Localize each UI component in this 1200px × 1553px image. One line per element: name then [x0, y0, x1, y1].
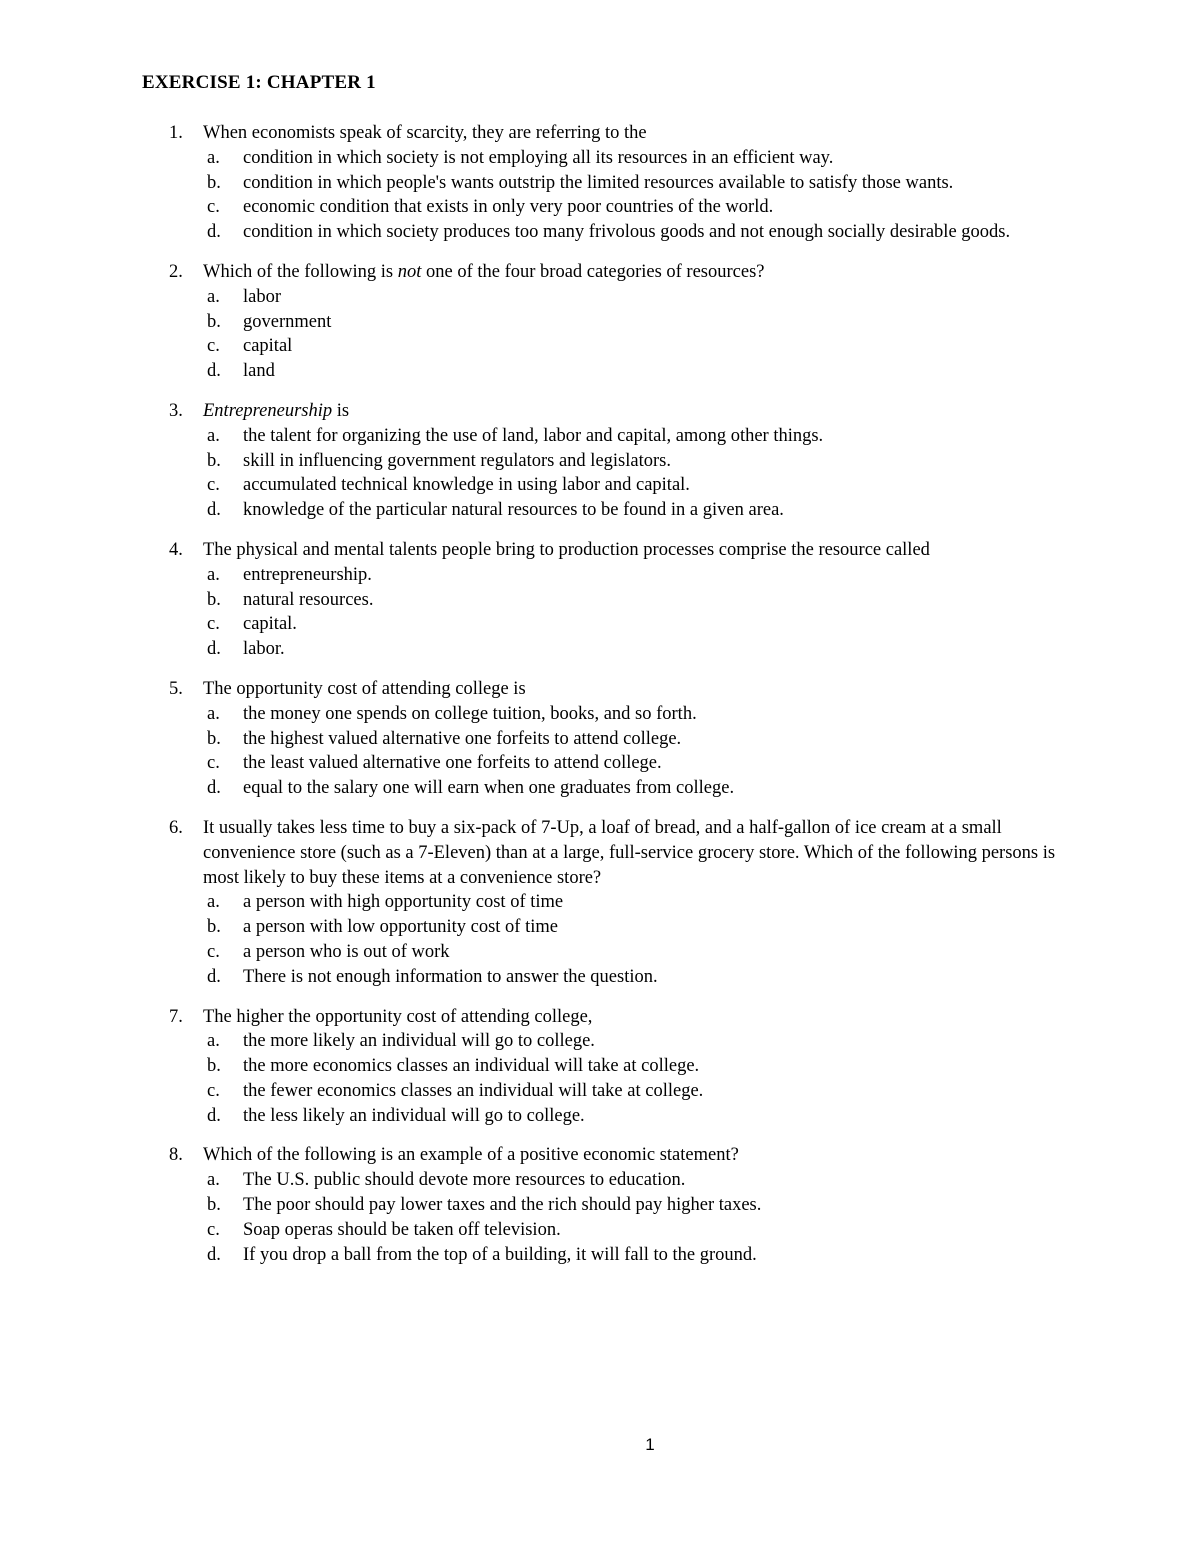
question-number: 1. [169, 123, 183, 143]
answer-option [0, 1168, 1043, 1193]
option-letter: d. [207, 1244, 221, 1265]
answer-option [0, 1193, 1043, 1218]
answer-option [0, 195, 1043, 220]
option-text: land [243, 361, 275, 382]
option-text: equal to the salary one will earn when one graduates from college. [243, 778, 735, 799]
option-text: The poor should pay lower taxes and the rich should pay higher taxes. [243, 1195, 762, 1216]
option-text: labor. [243, 639, 285, 660]
question-item [0, 121, 1200, 245]
option-text: capital. [243, 614, 297, 635]
option-letter: b. [207, 589, 221, 610]
option-text: a person with low opportunity cost of time [243, 917, 558, 938]
answer-option [0, 310, 1043, 335]
question-text: The physical and mental talents people bring to production processes comprise the resource called [203, 539, 930, 560]
option-letter: a. [207, 564, 220, 585]
option-text: the more economics classes an individual will take at college. [243, 1056, 700, 1077]
question-stem [0, 677, 1093, 702]
question-item [0, 816, 1200, 990]
answer-option [0, 359, 1043, 384]
question-number: 2. [169, 261, 183, 282]
option-text: the talent for organizing the use of land, labor and capital, among other things. [243, 425, 824, 446]
option-text: a person who is out of work [243, 941, 450, 962]
option-letter: b. [207, 728, 221, 749]
option-text: skill in influencing government regulators and legislators. [243, 450, 671, 471]
question-stem [0, 538, 1093, 563]
option-letter: b. [207, 311, 221, 332]
question-text: The opportunity cost of attending college is [203, 678, 526, 699]
question-number: 6. [169, 817, 183, 838]
answer-option [0, 1029, 1043, 1054]
question-item [0, 1143, 1200, 1267]
answer-option [0, 449, 1043, 474]
answer-option [0, 1243, 1043, 1268]
option-text: accumulated technical knowledge in using labor and capital. [243, 475, 690, 496]
option-text: Soap operas should be taken off television. [243, 1219, 561, 1240]
option-text: the money one spends on college tuition, books, and so forth. [243, 703, 697, 724]
option-text: the highest valued alternative one forfeits to attend college. [243, 728, 682, 749]
question-text: Which of the following is [203, 261, 398, 282]
option-letter: c. [207, 941, 220, 962]
option-text: condition in which people's wants outstrip the limited resources available to satisfy those wants. [243, 172, 954, 193]
question-list [0, 121, 1200, 1282]
answer-option [0, 702, 1043, 727]
option-letter: a. [207, 892, 220, 913]
option-letter: d. [207, 500, 221, 521]
option-letter: d. [207, 361, 221, 382]
answer-option [0, 498, 1043, 523]
option-letter: c. [207, 753, 220, 774]
question-item [0, 399, 1200, 523]
question-stem [0, 121, 1093, 146]
answer-option [0, 563, 1043, 588]
question-number: 7. [169, 1006, 183, 1027]
option-letter: a. [207, 147, 220, 168]
answer-option [0, 637, 1043, 662]
question-text: is [332, 400, 350, 421]
answer-option [0, 285, 1043, 310]
option-text: knowledge of the particular natural resources to be found in a given area. [243, 500, 784, 521]
answer-option [0, 965, 1043, 990]
option-letter: a. [207, 286, 220, 307]
option-letter: c. [207, 336, 220, 357]
question-number: 3. [169, 400, 183, 421]
option-letter: c. [207, 1219, 220, 1240]
option-letter: a. [207, 1170, 220, 1191]
option-letter: a. [207, 425, 220, 446]
option-letter: b. [207, 1195, 221, 1216]
question-item [0, 260, 1200, 384]
answer-option [0, 1079, 1043, 1104]
option-text: natural resources. [243, 589, 374, 610]
question-number: 5. [169, 678, 183, 699]
question-text: The higher the opportunity cost of attending college, [203, 1006, 593, 1027]
option-text: If you drop a ball from the top of a building, it will fall to the ground. [243, 1244, 757, 1265]
answer-option [0, 940, 1043, 965]
answer-option [0, 727, 1043, 752]
option-letter: d. [207, 639, 221, 660]
option-letter: a. [207, 703, 220, 724]
option-text: There is not enough information to answer the question. [243, 966, 658, 987]
question-number: 4. [169, 539, 183, 560]
answer-option [0, 1104, 1043, 1129]
question-text: When economists speak of scarcity, they are referring to the [203, 123, 647, 143]
question-item [0, 677, 1200, 801]
question-item [0, 1005, 1200, 1129]
page-title: EXERCISE 1: CHAPTER 1 [142, 72, 376, 93]
option-text: the less likely an individual will go to college. [243, 1105, 585, 1126]
question-text: one of the four broad categories of resources? [421, 261, 765, 282]
option-text: The U.S. public should devote more resources to education. [243, 1170, 686, 1191]
option-text: government [243, 311, 332, 332]
answer-option [0, 751, 1043, 776]
option-letter: c. [207, 197, 220, 218]
question-stem [0, 1143, 1093, 1168]
answer-option [0, 588, 1043, 613]
option-letter: d. [207, 778, 221, 799]
answer-option [0, 473, 1043, 498]
option-text: condition in which society produces too many frivolous goods and not enough socially desirable goods. [243, 222, 1011, 243]
option-letter: d. [207, 966, 221, 987]
option-text: the more likely an individual will go to college. [243, 1031, 595, 1052]
question-number: 8. [169, 1145, 183, 1166]
question-stem [0, 816, 1093, 890]
option-letter: b. [207, 450, 221, 471]
answer-option [0, 890, 1043, 915]
question-text-italic: Entrepreneurship [203, 400, 333, 421]
option-letter: c. [207, 1080, 220, 1101]
option-letter: d. [207, 1105, 221, 1126]
answer-option [0, 1218, 1043, 1243]
answer-option [0, 171, 1043, 196]
question-text: Which of the following is an example of a positive economic statement? [203, 1145, 739, 1166]
option-text: a person with high opportunity cost of time [243, 892, 564, 913]
question-text: It usually takes less time to buy a six-pack of 7-Up, a loaf of bread, and a half-gallon of ice cream at a small convenience store (such as a 7-Eleven) than at a large, full-service grocery store. Which of the following persons is most likely to buy these items at a convenience store? [203, 817, 1056, 888]
option-text: economic condition that exists in only very poor countries of the world. [243, 197, 774, 218]
answer-option [0, 334, 1043, 359]
answer-option [0, 146, 1043, 171]
option-letter: c. [207, 614, 220, 635]
option-text: condition in which society is not employing all its resources in an efficient way. [243, 147, 834, 168]
answer-option [0, 776, 1043, 801]
answer-option [0, 915, 1043, 940]
option-letter: a. [207, 1031, 220, 1052]
option-text: the least valued alternative one forfeits to attend college. [243, 753, 662, 774]
option-letter: b. [207, 172, 221, 193]
answer-option [0, 424, 1043, 449]
option-text: capital [243, 336, 293, 357]
question-stem [0, 1005, 1093, 1030]
question-stem [0, 260, 1093, 285]
answer-option [0, 220, 1043, 245]
option-text: labor [243, 286, 282, 307]
question-item [0, 538, 1200, 662]
question-text-italic: not [397, 261, 422, 282]
option-letter: d. [207, 222, 221, 243]
option-letter: c. [207, 475, 220, 496]
answer-option [0, 612, 1043, 637]
question-stem [0, 399, 1093, 424]
page-number: 1 [645, 1435, 655, 1454]
option-letter: b. [207, 917, 221, 938]
option-letter: b. [207, 1056, 221, 1077]
option-text: the fewer economics classes an individual will take at college. [243, 1080, 704, 1101]
answer-option [0, 1054, 1043, 1079]
option-text: entrepreneurship. [243, 564, 372, 585]
